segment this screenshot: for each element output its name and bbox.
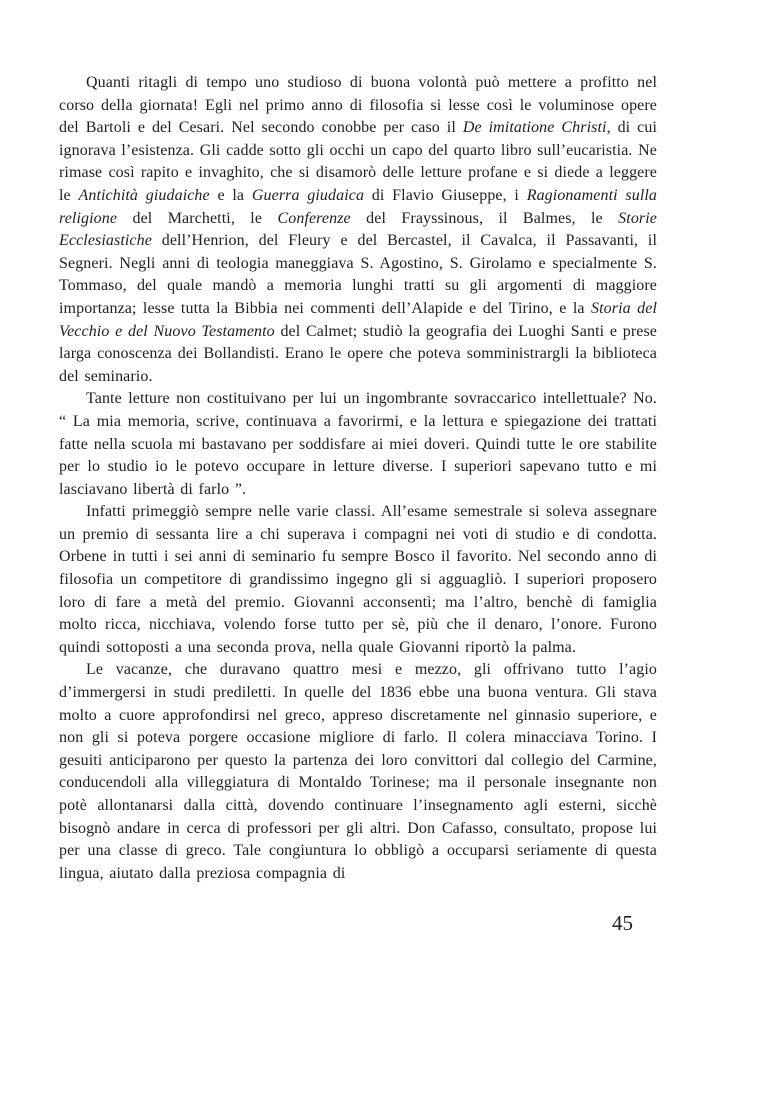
paragraph-4: Le vacanze, che duravano quattro mesi e mezzo, gli offrivano tutto l’agio d’immergersi in studi prediletti. In quelle del 1836 ebbe una buona ventura. Gli stava molto a cuore approfondirsi nel greco, appreso discretamente nel ginnasio superiore, e non gli si poteva porgere occasione migliore di farlo. Il colera minacciava Torino. I gesuiti anticiparono per questo la partenza dei loro convittori dal collegio del Carmine, conducendoli alla villeggiatura di Montaldo Torinese; ma il personale insegnante non potè allontanarsi dalla città, dovendo continuare l’insegnamento agli esterni, sicchè bisognò andare in cerca di professori per gli altri. Don Cafasso, consultato, propose lui per una classe di greco. Tale congiuntura lo obbligò a occuparsi seriamente di questa lingua, aiutato dalla preziosa compagnia di xyxy=(59,661,657,882)
page-number: 45 xyxy=(612,911,633,935)
paragraph-2: Tante letture non costituivano per lui un ingombrante sovraccarico intellettuale? No. “ La mia memoria, scrive, continuava a favorirmi, e la lettura e spiegazione dei trattati fatte nella scuola mi bastavano per soddisfare ai miei doveri. Quindi tutte le ore stabilite per lo studio io le potevo occupare in letture diverse. I superiori sapevano tutto e mi lasciavano libertà di farlo ”. xyxy=(59,390,657,498)
paragraph-3: Infatti primeggiò sempre nelle varie classi. All’esame semestrale si soleva assegnare un premio di sessanta lire a chi superava i compagni nei voti di studio e di condotta. Orbene in tutti i sei anni di seminario fu sempre Bosco il favorito. Nel secondo anno di filosofia un competitore di grandissimo ingegno gli si agguagliò. I superiori proposero loro di fare a metà del premio. Giovanni acconsentì; ma l’altro, benchè di famiglia molto ricca, nicchiava, volendo forse tutto per sè, più che il denaro, l’onore. Furono quindi sottoposti a una seconda prova, nella quale Giovanni riportò la palma. xyxy=(59,503,657,656)
text-block xyxy=(59,72,657,885)
paragraph-1: Quanti ritagli di tempo uno studioso di buona volontà può mettere a profitto nel corso della giornata! Egli nel primo anno di filosofia si lesse così le voluminose opere del Bartoli e del Cesari. Nel secondo conobbe per caso il De imitatione Christi, di cui ignorava l’esistenza. Gli cadde sotto gli occhi un capo del quarto libro sull’eucaristia. Ne rimase così rapito e invaghito, che si disamorò delle letture profane e si diede a leggere le Antichità giudaiche e la Guerra giudaica di Flavio Giuseppe, i Ragionamenti sulla religione del Marchetti, le Conferenze del Frayssinous, il Balmes, le Storie Ecclesiastiche dell’Henrion, del Fleury e del Bercastel, il Cavalca, il Passavanti, il Segneri. Negli anni di teologia maneggiava S. Agostino, S. Girolamo e specialmente S. Tommaso, del quale mandò a memoria lunghi tratti su gli argomenti di maggiore importanza; lesse tutta la Bibbia nei commenti dell’Alapide e del Tirino, e la Storia del Vecchio e del Nuovo Testamento del Calmet; studiò la geografia dei Luoghi Santi e prese larga conoscenza dei Bollandisti. Erano le opere che poteva somministrargli la biblioteca del seminario. xyxy=(59,74,658,385)
